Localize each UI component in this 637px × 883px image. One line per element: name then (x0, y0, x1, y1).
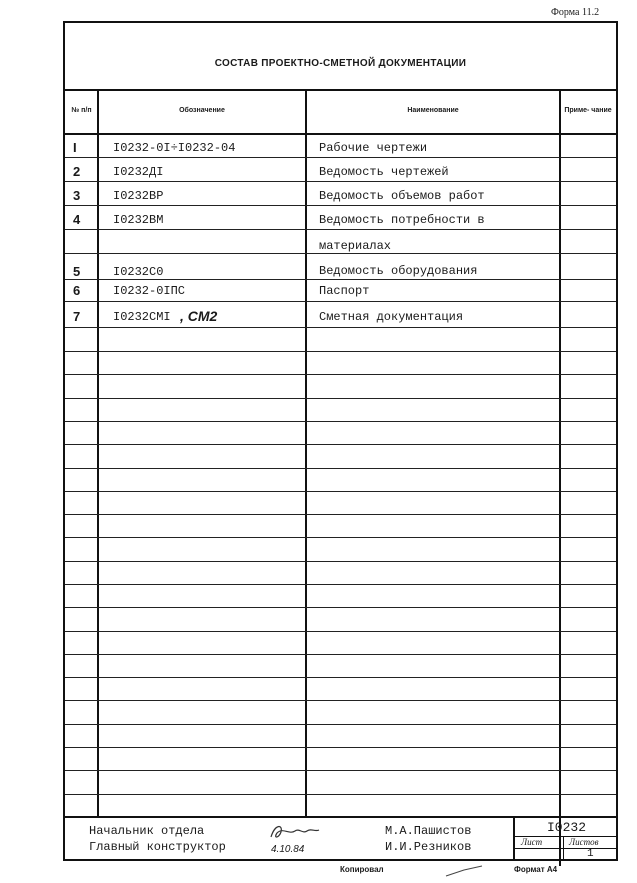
row-line (65, 561, 616, 562)
stamp-sheet-label: Лист (521, 837, 543, 847)
row-line (65, 794, 616, 795)
row-line (65, 654, 616, 655)
row-designation: I0232ВР (113, 189, 164, 203)
row-line (65, 205, 616, 206)
stamp-sheets-label: Листов (569, 837, 599, 847)
row-designation: I0232-0IПС (113, 284, 186, 298)
row-line (65, 677, 616, 678)
row-name: Сметная документация (319, 310, 464, 324)
row-name: Рабочие чертежи (319, 141, 428, 155)
row-line (65, 229, 616, 230)
header-designation: Обозначение (179, 107, 225, 114)
title-row (65, 23, 616, 91)
row-name: Ведомость объемов работ (319, 189, 485, 203)
column-divider (97, 89, 99, 816)
header-num: № п/п (71, 107, 92, 114)
row-num: 7 (73, 309, 81, 324)
row-name: Ведомость чертежей (319, 165, 449, 179)
row-line (65, 301, 616, 302)
person-pashistov: М.А.Пашистов (385, 824, 472, 838)
row-designation: I0232-0I÷I0232-04 (113, 141, 236, 155)
row-designation: I0232ДI (113, 165, 164, 179)
row-name: материалах (319, 239, 392, 253)
row-name: Ведомость оборудования (319, 264, 478, 278)
row-line (65, 491, 616, 492)
document-title: СОСТАВ ПРОЕКТНО-СМЕТНОЙ ДОКУМЕНТАЦИИ (214, 58, 467, 69)
row-designation: I0232СМI (113, 310, 171, 324)
row-name: Паспорт (319, 284, 370, 298)
footer-copied-label: Копировал (340, 865, 384, 874)
copied-signature-mark (444, 864, 484, 878)
row-num: I (73, 140, 77, 155)
row-line (65, 327, 616, 328)
row-line (65, 351, 616, 352)
stamp-code: I0232 (546, 820, 586, 835)
row-line (65, 181, 616, 182)
signature-date: 4.10.84 (271, 844, 305, 855)
row-line (65, 157, 616, 158)
row-line (65, 631, 616, 632)
row-line (65, 537, 616, 538)
row-line (65, 607, 616, 608)
footer-format-label: Формат А4 (514, 865, 558, 874)
row-line (65, 253, 616, 254)
role-chief-designer: Главный конструктор (89, 840, 226, 854)
row-line (65, 770, 616, 771)
row-line (65, 747, 616, 748)
row-num: 4 (73, 212, 81, 227)
row-line (65, 398, 616, 399)
role-head-of-department: Начальник отдела (89, 824, 205, 838)
row-line (65, 374, 616, 375)
row-line (65, 514, 616, 515)
stamp-box (513, 818, 618, 861)
row-num: 3 (73, 188, 81, 203)
row-designation: I0232С0 (113, 265, 164, 279)
row-line (65, 700, 616, 701)
handwritten-addition: , СМ2 (180, 308, 218, 324)
stamp-sheets-value: 1 (587, 848, 594, 860)
signature-block (65, 816, 616, 861)
document-frame (63, 21, 618, 861)
row-line (65, 724, 616, 725)
row-line (65, 421, 616, 422)
row-num: 6 (73, 283, 81, 298)
person-reznikov: И.И.Резников (385, 840, 472, 854)
row-line (65, 468, 616, 469)
row-num: 5 (73, 264, 81, 279)
column-divider (305, 89, 307, 816)
form-label: Форма 11.2 (551, 7, 600, 18)
row-line (65, 279, 616, 280)
header-note: Приме- чание (564, 107, 612, 114)
row-line (65, 133, 616, 135)
row-num: 2 (73, 164, 81, 179)
row-line (65, 584, 616, 585)
row-name: Ведомость потребности в (319, 213, 485, 227)
row-designation: I0232ВМ (113, 213, 164, 227)
header-name: Наименование (407, 107, 459, 114)
row-line (65, 444, 616, 445)
